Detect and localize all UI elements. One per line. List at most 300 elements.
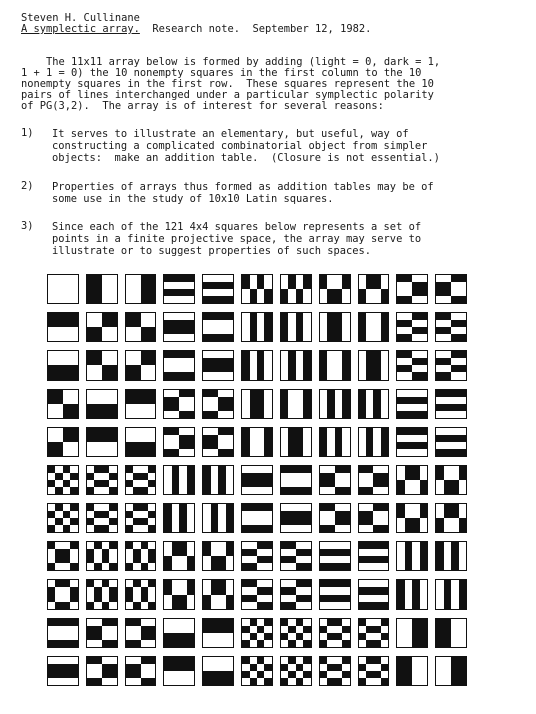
- light-subsquare: [320, 542, 327, 549]
- dark-subsquare: [288, 556, 295, 563]
- dark-subsquare: [172, 549, 179, 556]
- light-subsquare: [211, 664, 218, 671]
- array-square: [241, 579, 273, 609]
- light-subsquare: [451, 428, 458, 435]
- light-subsquare: [327, 657, 334, 664]
- light-subsquare: [48, 580, 55, 587]
- light-subsquare: [172, 442, 179, 449]
- light-subsquare: [335, 480, 342, 487]
- dark-subsquare: [412, 397, 419, 404]
- light-subsquare: [211, 480, 218, 487]
- dark-subsquare: [320, 428, 327, 435]
- array-square: [202, 656, 234, 686]
- light-subsquare: [288, 595, 295, 602]
- dark-subsquare: [451, 487, 458, 494]
- light-subsquare: [87, 619, 94, 626]
- light-subsquare: [405, 626, 412, 633]
- light-subsquare: [218, 320, 225, 327]
- array-square: [125, 579, 157, 609]
- dark-subsquare: [172, 633, 179, 640]
- dark-subsquare: [211, 587, 218, 594]
- dark-subsquare: [133, 487, 140, 494]
- dark-subsquare: [296, 320, 303, 327]
- light-subsquare: [420, 365, 427, 372]
- light-subsquare: [397, 518, 404, 525]
- light-subsquare: [257, 595, 264, 602]
- light-subsquare: [397, 358, 404, 365]
- dark-subsquare: [288, 428, 295, 435]
- light-subsquare: [55, 480, 62, 487]
- dark-subsquare: [187, 372, 194, 379]
- dark-subsquare: [87, 657, 94, 664]
- dark-subsquare: [63, 313, 70, 320]
- dark-subsquare: [451, 435, 458, 442]
- dark-subsquare: [164, 320, 171, 327]
- dark-subsquare: [148, 327, 155, 334]
- light-subsquare: [296, 358, 303, 365]
- dark-subsquare: [70, 619, 77, 626]
- dark-subsquare: [148, 626, 155, 633]
- light-subsquare: [226, 320, 233, 327]
- light-subsquare: [303, 313, 310, 320]
- dark-subsquare: [366, 372, 373, 379]
- dark-subsquare: [63, 556, 70, 563]
- dark-subsquare: [381, 473, 388, 480]
- dark-subsquare: [70, 372, 77, 379]
- light-subsquare: [203, 563, 210, 570]
- light-subsquare: [250, 435, 257, 442]
- dark-subsquare: [397, 275, 404, 282]
- light-subsquare: [359, 473, 366, 480]
- light-subsquare: [436, 678, 443, 685]
- light-subsquare: [459, 563, 466, 570]
- light-subsquare: [94, 580, 101, 587]
- light-subsquare: [327, 542, 334, 549]
- light-subsquare: [141, 313, 148, 320]
- light-subsquare: [187, 296, 194, 303]
- dark-subsquare: [405, 525, 412, 532]
- light-subsquare: [148, 404, 155, 411]
- dark-subsquare: [342, 282, 349, 289]
- dark-subsquare: [203, 313, 210, 320]
- array-square: [435, 312, 467, 342]
- dark-subsquare: [366, 449, 373, 456]
- light-subsquare: [203, 556, 210, 563]
- dark-subsquare: [436, 626, 443, 633]
- dark-subsquare: [420, 397, 427, 404]
- light-subsquare: [141, 411, 148, 418]
- light-subsquare: [281, 657, 288, 664]
- dark-subsquare: [87, 626, 94, 633]
- dark-subsquare: [444, 511, 451, 518]
- light-subsquare: [187, 449, 194, 456]
- light-subsquare: [250, 587, 257, 594]
- dark-subsquare: [102, 365, 109, 372]
- light-subsquare: [87, 480, 94, 487]
- dark-subsquare: [63, 404, 70, 411]
- dark-subsquare: [70, 365, 77, 372]
- dark-subsquare: [381, 289, 388, 296]
- dark-subsquare: [172, 595, 179, 602]
- light-subsquare: [303, 633, 310, 640]
- light-subsquare: [48, 404, 55, 411]
- dark-subsquare: [342, 411, 349, 418]
- dark-subsquare: [63, 602, 70, 609]
- dark-subsquare: [133, 449, 140, 456]
- dark-subsquare: [187, 390, 194, 397]
- light-subsquare: [296, 411, 303, 418]
- light-subsquare: [179, 619, 186, 626]
- dark-subsquare: [381, 296, 388, 303]
- light-subsquare: [126, 487, 133, 494]
- array-square: [125, 465, 157, 495]
- dark-subsquare: [211, 518, 218, 525]
- dark-subsquare: [257, 525, 264, 532]
- dark-subsquare: [459, 587, 466, 594]
- light-subsquare: [148, 365, 155, 372]
- light-subsquare: [459, 640, 466, 647]
- light-subsquare: [373, 595, 380, 602]
- dark-subsquare: [459, 275, 466, 282]
- dark-subsquare: [366, 351, 373, 358]
- array-square: [125, 541, 157, 571]
- dark-subsquare: [459, 334, 466, 341]
- dark-subsquare: [296, 289, 303, 296]
- dark-subsquare: [366, 640, 373, 647]
- light-subsquare: [412, 556, 419, 563]
- dark-subsquare: [187, 587, 194, 594]
- light-subsquare: [327, 671, 334, 678]
- light-subsquare: [102, 442, 109, 449]
- dark-subsquare: [288, 351, 295, 358]
- light-subsquare: [102, 296, 109, 303]
- light-subsquare: [459, 327, 466, 334]
- dark-subsquare: [211, 525, 218, 532]
- dark-subsquare: [281, 587, 288, 594]
- array-square: [280, 503, 312, 533]
- light-subsquare: [373, 334, 380, 341]
- light-subsquare: [288, 504, 295, 511]
- light-subsquare: [264, 390, 271, 397]
- light-subsquare: [55, 587, 62, 594]
- dark-subsquare: [70, 671, 77, 678]
- dark-subsquare: [87, 404, 94, 411]
- light-subsquare: [133, 633, 140, 640]
- light-subsquare: [55, 511, 62, 518]
- light-subsquare: [87, 640, 94, 647]
- array-square: [280, 350, 312, 380]
- light-subsquare: [359, 351, 366, 358]
- dark-subsquare: [141, 282, 148, 289]
- dark-subsquare: [172, 397, 179, 404]
- array-square: [163, 656, 195, 686]
- dark-subsquare: [172, 428, 179, 435]
- dark-subsquare: [148, 390, 155, 397]
- light-subsquare: [94, 313, 101, 320]
- light-subsquare: [405, 372, 412, 379]
- dark-subsquare: [264, 334, 271, 341]
- light-subsquare: [172, 563, 179, 570]
- dark-subsquare: [226, 595, 233, 602]
- dark-subsquare: [164, 504, 171, 511]
- light-subsquare: [109, 397, 116, 404]
- dark-subsquare: [257, 275, 264, 282]
- dark-subsquare: [164, 664, 171, 671]
- light-subsquare: [451, 525, 458, 532]
- dark-subsquare: [203, 358, 210, 365]
- light-subsquare: [126, 633, 133, 640]
- light-subsquare: [102, 397, 109, 404]
- light-subsquare: [264, 657, 271, 664]
- light-subsquare: [70, 289, 77, 296]
- light-subsquare: [342, 525, 349, 532]
- dark-subsquare: [94, 626, 101, 633]
- light-subsquare: [126, 411, 133, 418]
- light-subsquare: [381, 358, 388, 365]
- dark-subsquare: [87, 602, 94, 609]
- light-subsquare: [405, 633, 412, 640]
- dark-subsquare: [327, 633, 334, 640]
- light-subsquare: [459, 313, 466, 320]
- light-subsquare: [203, 404, 210, 411]
- light-subsquare: [373, 619, 380, 626]
- dark-subsquare: [288, 487, 295, 494]
- dark-subsquare: [141, 275, 148, 282]
- light-subsquare: [242, 411, 249, 418]
- dark-subsquare: [48, 442, 55, 449]
- dark-subsquare: [250, 595, 257, 602]
- light-subsquare: [296, 671, 303, 678]
- light-subsquare: [303, 480, 310, 487]
- dark-subsquare: [405, 397, 412, 404]
- dark-subsquare: [48, 664, 55, 671]
- dark-subsquare: [359, 487, 366, 494]
- light-subsquare: [179, 334, 186, 341]
- light-subsquare: [381, 580, 388, 587]
- array-square: [163, 541, 195, 571]
- light-subsquare: [335, 275, 342, 282]
- array-square: [358, 427, 390, 457]
- light-subsquare: [242, 313, 249, 320]
- dark-subsquare: [48, 595, 55, 602]
- dark-subsquare: [436, 435, 443, 442]
- light-subsquare: [366, 664, 373, 671]
- dark-subsquare: [342, 404, 349, 411]
- dark-subsquare: [257, 587, 264, 594]
- dark-subsquare: [303, 657, 310, 664]
- light-subsquare: [444, 678, 451, 685]
- light-subsquare: [327, 587, 334, 594]
- dark-subsquare: [250, 473, 257, 480]
- light-subsquare: [381, 626, 388, 633]
- light-subsquare: [436, 595, 443, 602]
- light-subsquare: [444, 556, 451, 563]
- dark-subsquare: [335, 619, 342, 626]
- dark-subsquare: [242, 351, 249, 358]
- dark-subsquare: [218, 365, 225, 372]
- dark-subsquare: [281, 334, 288, 341]
- light-subsquare: [55, 595, 62, 602]
- light-subsquare: [242, 587, 249, 594]
- dark-subsquare: [126, 525, 133, 532]
- dark-subsquare: [172, 664, 179, 671]
- light-subsquare: [459, 282, 466, 289]
- light-subsquare: [335, 671, 342, 678]
- dark-subsquare: [436, 327, 443, 334]
- light-subsquare: [459, 549, 466, 556]
- array-square: [280, 427, 312, 457]
- light-subsquare: [164, 334, 171, 341]
- light-subsquare: [436, 487, 443, 494]
- dark-subsquare: [296, 327, 303, 334]
- dark-subsquare: [250, 480, 257, 487]
- dark-subsquare: [320, 549, 327, 556]
- light-subsquare: [203, 327, 210, 334]
- light-subsquare: [281, 275, 288, 282]
- dark-subsquare: [250, 404, 257, 411]
- dark-subsquare: [211, 671, 218, 678]
- dark-subsquare: [327, 320, 334, 327]
- dark-subsquare: [451, 664, 458, 671]
- light-subsquare: [405, 587, 412, 594]
- light-subsquare: [250, 275, 257, 282]
- dark-subsquare: [164, 657, 171, 664]
- array-square: [396, 503, 428, 533]
- light-subsquare: [187, 671, 194, 678]
- dark-subsquare: [148, 633, 155, 640]
- dark-subsquare: [250, 504, 257, 511]
- dark-subsquare: [288, 358, 295, 365]
- light-subsquare: [102, 327, 109, 334]
- light-subsquare: [335, 542, 342, 549]
- dark-subsquare: [335, 487, 342, 494]
- dark-subsquare: [264, 587, 271, 594]
- dark-subsquare: [459, 657, 466, 664]
- light-subsquare: [366, 411, 373, 418]
- light-subsquare: [70, 275, 77, 282]
- light-subsquare: [63, 633, 70, 640]
- dark-subsquare: [320, 358, 327, 365]
- dark-subsquare: [420, 327, 427, 334]
- array-square: [125, 350, 157, 380]
- light-subsquare: [327, 511, 334, 518]
- light-subsquare: [94, 487, 101, 494]
- array-square: [358, 274, 390, 304]
- light-subsquare: [359, 449, 366, 456]
- light-subsquare: [179, 671, 186, 678]
- dark-subsquare: [63, 664, 70, 671]
- light-subsquare: [451, 633, 458, 640]
- dark-subsquare: [109, 473, 116, 480]
- array-square: [47, 465, 79, 495]
- dark-subsquare: [141, 626, 148, 633]
- light-subsquare: [148, 664, 155, 671]
- dark-subsquare: [187, 466, 194, 473]
- dark-subsquare: [296, 428, 303, 435]
- light-subsquare: [187, 511, 194, 518]
- light-subsquare: [148, 320, 155, 327]
- array-square: [86, 541, 118, 571]
- light-subsquare: [250, 487, 257, 494]
- light-subsquare: [257, 511, 264, 518]
- dark-subsquare: [264, 480, 271, 487]
- dark-subsquare: [288, 511, 295, 518]
- light-subsquare: [211, 640, 218, 647]
- dark-subsquare: [264, 289, 271, 296]
- dark-subsquare: [288, 518, 295, 525]
- light-subsquare: [373, 435, 380, 442]
- dark-subsquare: [218, 678, 225, 685]
- dark-subsquare: [412, 313, 419, 320]
- dark-subsquare: [179, 602, 186, 609]
- light-subsquare: [102, 358, 109, 365]
- dark-subsquare: [264, 449, 271, 456]
- light-subsquare: [281, 372, 288, 379]
- dark-subsquare: [55, 640, 62, 647]
- light-subsquare: [342, 504, 349, 511]
- light-subsquare: [133, 626, 140, 633]
- dark-subsquare: [444, 580, 451, 587]
- light-subsquare: [281, 358, 288, 365]
- light-subsquare: [264, 671, 271, 678]
- light-subsquare: [342, 633, 349, 640]
- dark-subsquare: [164, 587, 171, 594]
- light-subsquare: [250, 365, 257, 372]
- dark-subsquare: [296, 563, 303, 570]
- light-subsquare: [172, 580, 179, 587]
- array-square: [86, 465, 118, 495]
- light-subsquare: [366, 327, 373, 334]
- dark-subsquare: [264, 313, 271, 320]
- dark-subsquare: [226, 404, 233, 411]
- light-subsquare: [327, 626, 334, 633]
- light-subsquare: [288, 397, 295, 404]
- light-subsquare: [320, 390, 327, 397]
- dark-subsquare: [444, 487, 451, 494]
- dark-subsquare: [148, 442, 155, 449]
- light-subsquare: [281, 282, 288, 289]
- light-subsquare: [451, 595, 458, 602]
- light-subsquare: [288, 390, 295, 397]
- dark-subsquare: [203, 334, 210, 341]
- light-subsquare: [242, 404, 249, 411]
- reason-line: objects: make an addition table. (Closure is not essential.): [52, 152, 440, 164]
- array-square: [396, 389, 428, 419]
- light-subsquare: [203, 664, 210, 671]
- dark-subsquare: [126, 587, 133, 594]
- light-subsquare: [436, 365, 443, 372]
- dark-subsquare: [281, 678, 288, 685]
- dark-subsquare: [373, 358, 380, 365]
- light-subsquare: [242, 397, 249, 404]
- light-subsquare: [63, 358, 70, 365]
- dark-subsquare: [444, 587, 451, 594]
- dark-subsquare: [94, 595, 101, 602]
- array-square: [202, 350, 234, 380]
- light-subsquare: [342, 435, 349, 442]
- light-subsquare: [451, 358, 458, 365]
- array-square: [241, 465, 273, 495]
- dark-subsquare: [126, 619, 133, 626]
- light-subsquare: [63, 275, 70, 282]
- dark-subsquare: [257, 282, 264, 289]
- light-subsquare: [141, 580, 148, 587]
- light-subsquare: [164, 296, 171, 303]
- dark-subsquare: [126, 365, 133, 372]
- dark-subsquare: [102, 602, 109, 609]
- dark-subsquare: [412, 473, 419, 480]
- dark-subsquare: [94, 466, 101, 473]
